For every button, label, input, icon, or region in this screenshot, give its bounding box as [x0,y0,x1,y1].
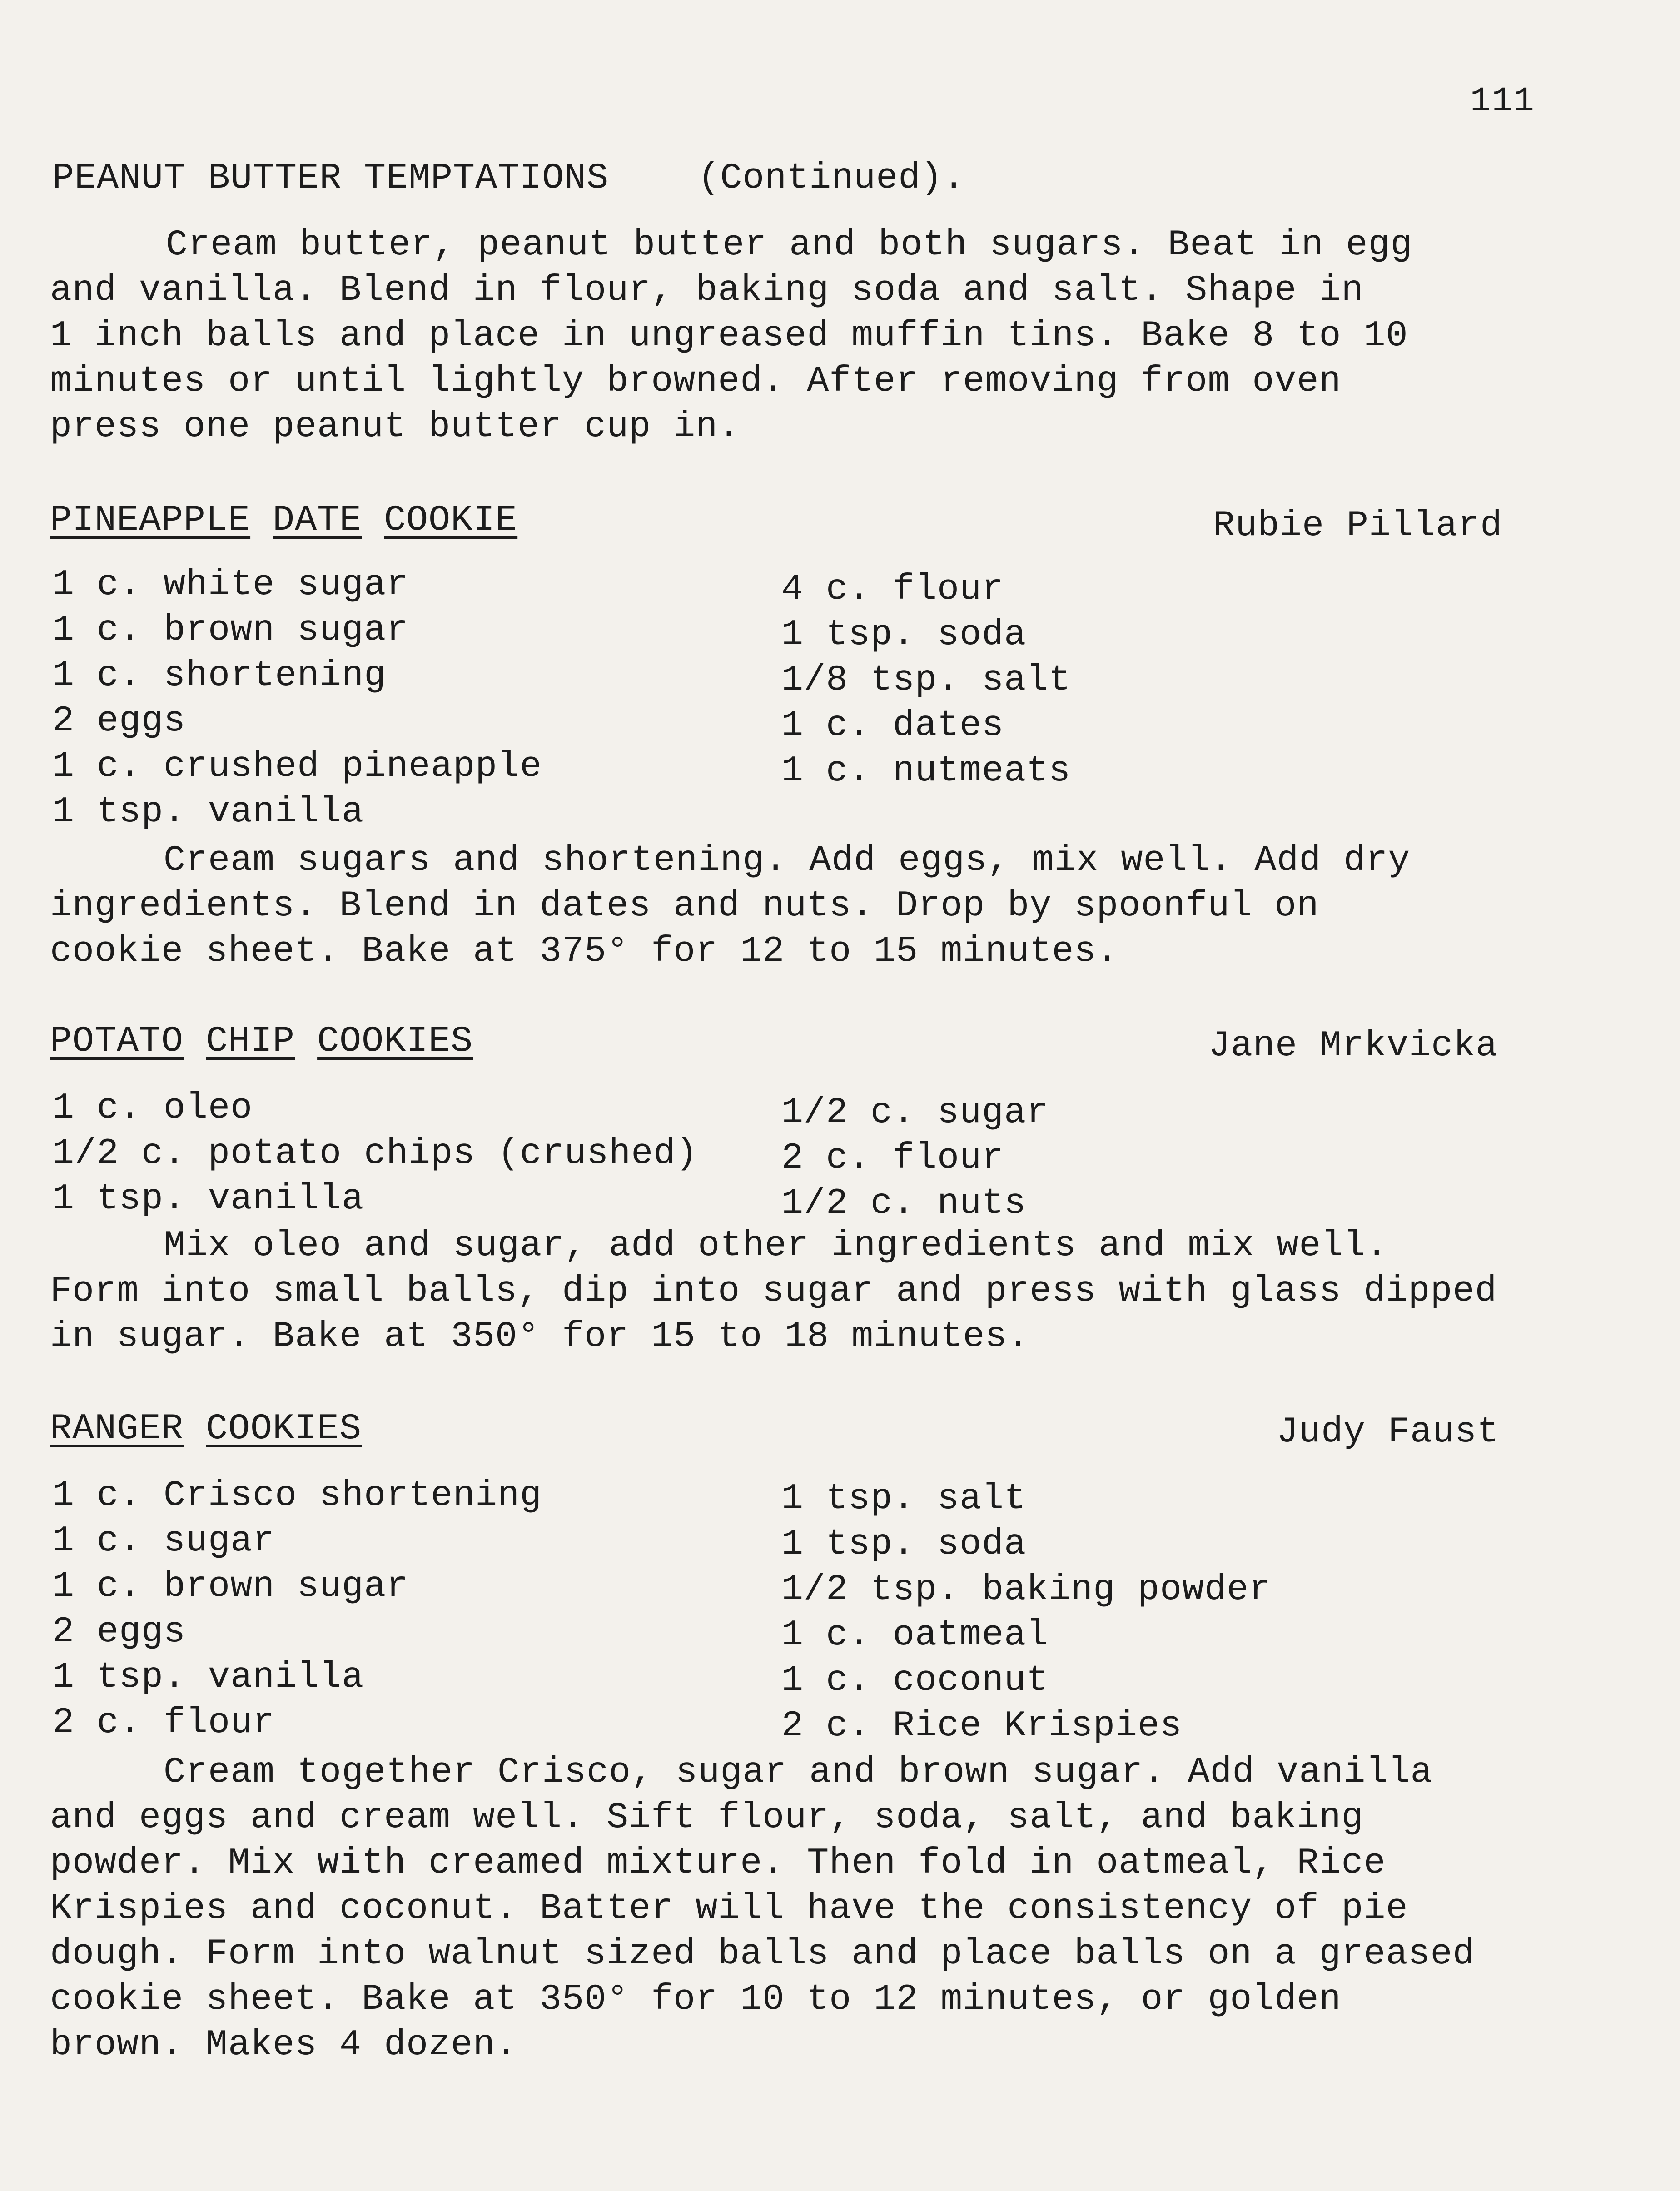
title-word: RANGER [50,1408,184,1450]
ingredient: 1 c. sugar [52,1520,275,1562]
page-number: 111 [1470,82,1535,121]
ingredient: 1 tsp. soda [781,1524,1027,1565]
continued-recipe-title: PEANUT BUTTER TEMPTATIONS [52,158,609,199]
ingredient: 2 eggs [52,701,186,742]
directions-line: cookie sheet. Bake at 350° for 10 to 12 minutes, or golden [50,1979,1342,2020]
continued-label: (Continued). [698,158,965,199]
directions-line: 1 inch balls and place in ungreased muffin tins. Bake 8 to 10 [50,315,1408,357]
continued-recipe-directions [50,223,1549,450]
ingredient: 1 c. oleo [52,1088,253,1129]
recipe-title-pineapple-date-cookie [50,499,517,542]
recipe-directions [50,1223,1549,1360]
ingredient: 1/8 tsp. salt [781,660,1071,701]
ingredient: 1/2 c. nuts [781,1183,1027,1224]
ingredient: 1/2 c. potato chips (crushed) [52,1133,698,1174]
ingredient: 1 c. crushed pineapple [52,746,542,787]
directions-line: powder. Mix with creamed mixture. Then fold in oatmeal, Rice [50,1843,1386,1884]
ingredient: 1 tsp. vanilla [52,791,364,833]
ingredient: 1 c. shortening [52,655,387,696]
recipe-author: Judy Faust [1277,1411,1500,1453]
directions-line: Cream together Crisco, sugar and brown sugar. Add vanilla [164,1752,1433,1793]
ingredient: 1 c. brown sugar [52,610,409,651]
ingredient: 4 c. flour [781,569,1004,610]
directions-line: Cream sugars and shortening. Add eggs, mix well. Add dry [164,840,1411,881]
ingredient: 1 tsp. vanilla [52,1178,364,1220]
ingredient: 1 tsp. vanilla [52,1657,364,1698]
recipe-title-potato-chip-cookies [50,1020,473,1063]
ingredient: 1 c. brown sugar [52,1566,409,1607]
directions-line: Form into small balls, dip into sugar and press with glass dipped [50,1271,1497,1312]
directions-line: and eggs and cream well. Sift flour, soda, salt, and baking [50,1797,1364,1838]
title-word: COOKIES [317,1021,473,1062]
directions-line: and vanilla. Blend in flour, baking soda and salt. Shape in [50,270,1364,311]
recipe-directions [50,838,1549,974]
title-word: COOKIE [384,500,518,541]
ingredient: 2 c. flour [52,1702,275,1744]
title-word: PINEAPPLE [50,500,251,541]
title-word: POTATO [50,1021,184,1062]
recipe-directions [50,1750,1549,2068]
ingredient: 1 tsp. salt [781,1478,1027,1520]
ingredient: 1 c. oatmeal [781,1615,1049,1656]
ingredient: 1/2 c. sugar [781,1092,1049,1133]
directions-line: dough. Form into walnut sized balls and place balls on a greased [50,1933,1475,1975]
ingredient: 1 c. white sugar [52,564,409,606]
ingredient: 1 c. coconut [781,1660,1049,1701]
ingredient: 1/2 tsp. baking powder [781,1569,1272,1610]
recipe-title-ranger-cookies [50,1407,362,1451]
ingredient: 1 c. dates [781,705,1004,746]
ingredient: 1 tsp. soda [781,614,1027,656]
directions-line: in sugar. Bake at 350° for 15 to 18 minutes. [50,1316,1030,1357]
directions-line: Mix oleo and sugar, add other ingredients and mix well. [164,1225,1388,1267]
directions-line: Krispies and coconut. Batter will have the consistency of pie [50,1888,1408,1929]
recipe-author: Rubie Pillard [1213,505,1503,547]
directions-line: minutes or until lightly browned. After removing from oven [50,361,1342,402]
directions-line: Cream butter, peanut butter and both sugars. Beat in egg [166,224,1413,266]
title-word: CHIP [206,1021,295,1062]
ingredient: 2 c. flour [781,1138,1004,1179]
ingredient: 2 eggs [52,1611,186,1653]
title-word: COOKIES [206,1408,362,1450]
continued-recipe-heading [52,157,965,200]
directions-line: brown. Makes 4 dozen. [50,2024,518,2066]
ingredient: 2 c. Rice Krispies [781,1705,1183,1747]
recipe-author: Jane Mrkvicka [1208,1025,1498,1067]
title-word: DATE [273,500,362,541]
bleed-through-texture [1090,150,1111,188]
ingredient: 1 c. Crisco shortening [52,1475,542,1516]
directions-line: ingredients. Blend in dates and nuts. Drop by spoonful on [50,885,1319,927]
ingredient: 1 c. nutmeats [781,750,1071,792]
directions-line: cookie sheet. Bake at 375° for 12 to 15 minutes. [50,931,1119,972]
directions-line: press one peanut butter cup in. [50,406,741,447]
